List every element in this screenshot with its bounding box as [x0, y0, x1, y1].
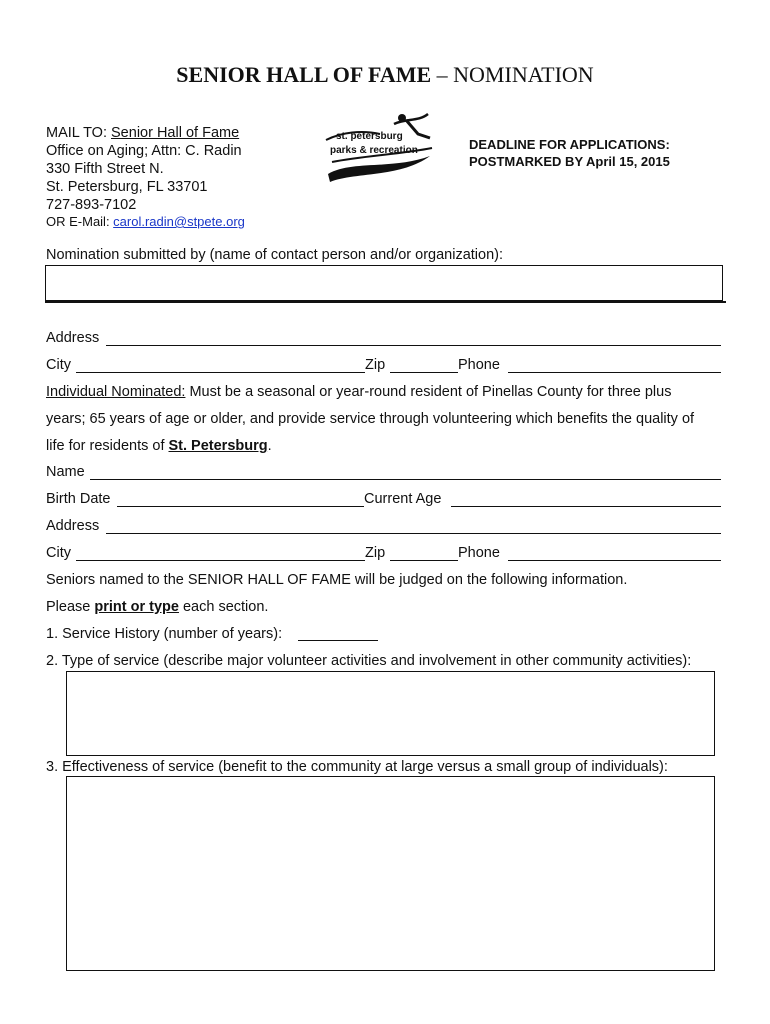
nominee-address-field[interactable]: [106, 533, 721, 534]
individual-heading: Individual Nominated:: [46, 384, 186, 400]
email-link[interactable]: carol.radin@stpete.org: [113, 214, 245, 229]
contact-phone-label: Phone: [458, 357, 500, 373]
mail-street-line: 330 Fifth Street N.: [46, 161, 164, 177]
mail-office-line: Office on Aging; Attn: C. Radin: [46, 143, 242, 159]
deadline-line1: DEADLINE FOR APPLICATIONS:: [469, 137, 670, 152]
contact-zip-field[interactable]: [390, 372, 458, 373]
mail-to-prefix: MAIL TO:: [46, 125, 112, 141]
judging-emphasis: print or type: [94, 599, 179, 615]
email-line: [46, 213, 245, 231]
individual-line2: years; 65 years of age or older, and provide service through volunteering which benefits the quality of: [46, 411, 695, 427]
email-prefix: OR E-Mail:: [46, 214, 114, 229]
contact-address-label: Address: [46, 330, 100, 346]
logo-line2: parks & recreation: [330, 145, 418, 156]
parks-recreation-logo: [322, 112, 440, 186]
mail-phone-line: 727-893-7102: [46, 197, 137, 213]
submitted-by-label: Nomination submitted by (name of contact person and/or organization):: [46, 247, 503, 263]
contact-city-label: City: [46, 357, 71, 373]
contact-zip-label: Zip: [365, 357, 386, 373]
individual-text3-prefix: life for residents of: [46, 438, 169, 454]
individual-line3: [46, 438, 272, 454]
page-title: [0, 62, 770, 88]
nominee-name-label: Name: [46, 464, 85, 480]
service-history-field[interactable]: [298, 640, 378, 641]
effectiveness-field[interactable]: [66, 776, 715, 971]
nominee-city-field[interactable]: [76, 560, 365, 561]
deadline-block: [469, 136, 670, 170]
mail-to-recipient: Senior Hall of Fame: [111, 125, 240, 141]
nominee-name-field[interactable]: [90, 479, 721, 480]
judging-suffix: each section.: [178, 599, 269, 615]
individual-line1: [46, 384, 671, 400]
mail-city-line: St. Petersburg, FL 33701: [46, 179, 208, 195]
type-of-service-field[interactable]: [66, 671, 715, 756]
nominee-address-label: Address: [46, 518, 100, 534]
nominee-birth-field[interactable]: [117, 506, 364, 507]
title-rest: – NOMINATION: [431, 62, 594, 87]
nominee-zip-label: Zip: [365, 545, 386, 561]
deadline-line2: POSTMARKED BY April 15, 2015: [469, 154, 670, 169]
submitted-by-field[interactable]: [45, 265, 723, 301]
submitted-by-underline: [45, 301, 726, 303]
title-bold: SENIOR HALL OF FAME: [176, 62, 432, 87]
logo-line1: st. petersburg: [336, 131, 403, 142]
individual-text1: Must be a seasonal or year-round resident of Pinellas County for three plus: [185, 384, 672, 400]
judging-line2: [46, 599, 268, 615]
swimmer-swoosh-logo-icon: [322, 112, 440, 186]
judging-line1: Seniors named to the SENIOR HALL OF FAME will be judged on the following information.: [46, 572, 628, 588]
judging-prefix: Please: [46, 599, 95, 615]
individual-text3-suffix: .: [267, 438, 272, 454]
nominee-city-label: City: [46, 545, 71, 561]
nominee-age-field[interactable]: [451, 506, 721, 507]
nominee-age-label: Current Age: [364, 491, 442, 507]
contact-address-field[interactable]: [106, 345, 721, 346]
contact-address-row: [46, 330, 99, 346]
contact-phone-field[interactable]: [508, 372, 721, 373]
nominee-birth-label: Birth Date: [46, 491, 111, 507]
individual-city: St. Petersburg: [168, 438, 268, 454]
mail-to-line: [46, 124, 239, 142]
type-of-service-label: 2. Type of service (describe major volunteer activities and involvement in other community activities):: [46, 653, 692, 669]
nominee-zip-field[interactable]: [390, 560, 458, 561]
service-history-label: 1. Service History (number of years):: [46, 626, 283, 642]
contact-city-field[interactable]: [76, 372, 365, 373]
nominee-phone-field[interactable]: [508, 560, 721, 561]
effectiveness-label: 3. Effectiveness of service (benefit to the community at large versus a small group of individuals):: [46, 759, 668, 775]
nominee-phone-label: Phone: [458, 545, 500, 561]
